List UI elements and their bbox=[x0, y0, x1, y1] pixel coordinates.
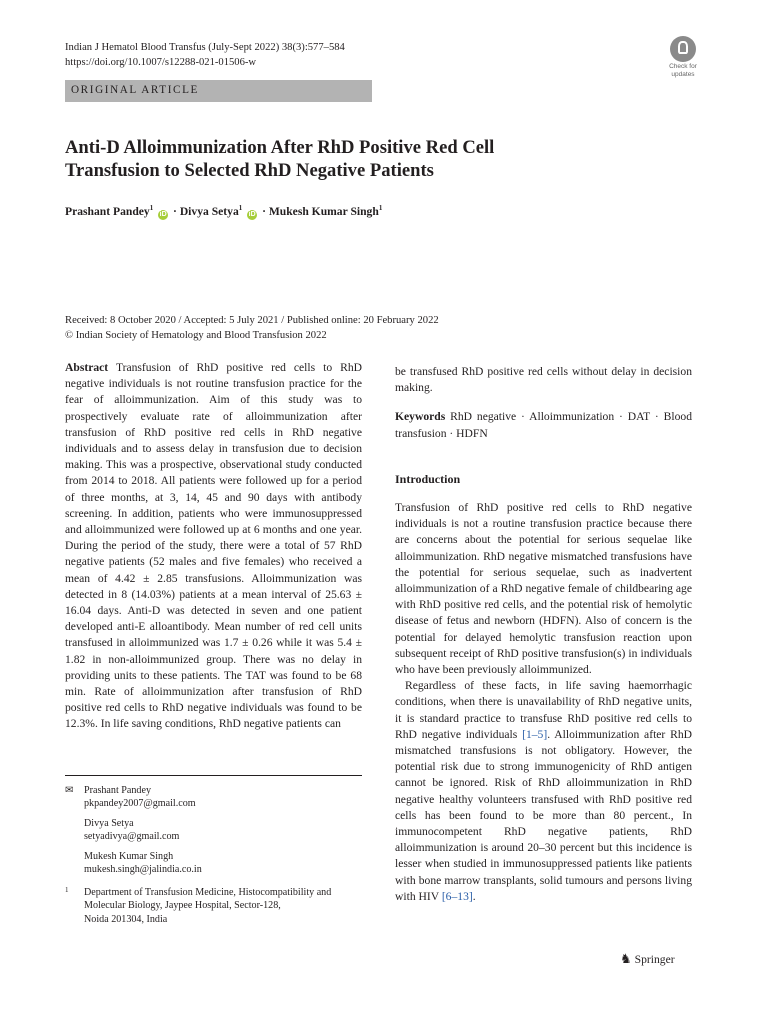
contact-2 bbox=[84, 817, 374, 844]
affiliation-number: 1 bbox=[65, 886, 69, 894]
author-separator: · bbox=[262, 204, 266, 218]
orcid-icon[interactable]: iD bbox=[159, 210, 167, 218]
affiliation-line: Noida 201304, India bbox=[84, 913, 168, 925]
affiliation-text bbox=[84, 886, 362, 926]
springer-horse-icon: ♞ bbox=[620, 951, 632, 966]
abstract-label: Abstract bbox=[65, 361, 109, 374]
footnote-divider bbox=[65, 775, 362, 776]
article-type: ORIGINAL ARTICLE bbox=[71, 84, 199, 96]
author-3-affil: 1 bbox=[378, 204, 383, 212]
keywords-text: RhD negative · Alloimmunization · DAT · Blood transfusion · HDFN bbox=[395, 410, 692, 440]
envelope-icon: ✉ bbox=[65, 785, 74, 796]
reference-link[interactable]: [6–13] bbox=[441, 889, 473, 903]
title-line-1: Anti-D Alloimmunization After RhD Positive Red Cell bbox=[65, 137, 495, 158]
article-title bbox=[65, 136, 705, 182]
contact-email[interactable]: mukesh.singh@jalindia.co.in bbox=[84, 864, 202, 876]
intro-text: Regardless of these facts, in life saving haemorrhagic conditions, when there is unavailability of RhD negative units, it is standard practice to transfuse RhD positive red cells to RhD negative individuals bbox=[395, 679, 692, 741]
journal-line: Indian J Hematol Blood Transfus (July-Sept 2022) 38(3):577–584 bbox=[65, 42, 345, 53]
section-heading-introduction: Introduction bbox=[395, 471, 461, 486]
author-1[interactable]: Prashant Pandey bbox=[65, 204, 150, 218]
doi-link[interactable]: https://doi.org/10.1007/s12288-021-01506-w bbox=[65, 57, 257, 68]
publication-dates bbox=[65, 314, 439, 343]
contact-name: Prashant Pandey bbox=[84, 785, 151, 796]
author-1-affil: 1 bbox=[149, 204, 154, 212]
contact-email[interactable]: pkpandey2007@gmail.com bbox=[84, 798, 196, 810]
keywords-label: Keywords bbox=[395, 410, 446, 424]
check-updates-icon bbox=[670, 36, 696, 62]
abstract-text: Transfusion of RhD positive red cells to RhD negative individuals is not routine transfusion practice for the fear of alloimmunization. Aim of this study was to prospectively evaluate rate of alloimmunization after transfusion of RhD positive red cells in RhD negative individuals and to assess delay in transfusion due to decision making. This was a prospective, observational study conducted from 2014 to 2018. All patients were followed up for a period of three months, at 3, 14, 45 and 90 days with antibody screening. In addition, patients who were immunosuppressed and alloimmunized were followed up at 6 months and one year. During the period of the study, there were a total of 57 RhD negative patients (52 males and five females) who received a mean of 4.42 ± 2.85 transfusions. Alloimmunization was detected in 8 (14.03%) patients at a mean interval of 25.63 ± 16.04 days. Anti-D was detected in seven and one patient developed anti-E alloantibody. Mean number of red cell units transfused in alloimmunized was 1.7 ± 0.26 while it was 5.4 ± 1.82 in non-alloimmunized group. There was no delay in providing units to these patients. The TAT was found to be 68 min. Rate of alloimmunization after transfusion of RhD positive red cells to RhD negative individuals was found to be 12.3%. In life saving conditions, RhD negative patients can bbox=[65, 361, 362, 731]
intro-paragraph-2 bbox=[395, 678, 692, 905]
dates-line: Received: 8 October 2020 / Accepted: 5 July 2021 / Published online: 20 February 2022 bbox=[65, 315, 439, 326]
abstract-paragraph bbox=[65, 360, 362, 733]
publisher-logo bbox=[620, 951, 675, 967]
copyright-line: © Indian Society of Hematology and Blood Transfusion 2022 bbox=[65, 329, 327, 341]
keywords-paragraph bbox=[395, 409, 692, 441]
affiliation-line: Department of Transfusion Medicine, Histocompatibility and bbox=[84, 887, 332, 898]
check-updates-label-2: updates bbox=[671, 71, 695, 78]
intro-paragraph-1: Transfusion of RhD positive red cells to RhD negative individuals is not a routine transfusion practice because there are concerns about the potential for serious sequelae like alloimmunization. RhD negative mismatched transfusions have the potential for serious sequelae, such as inadvertent alloimmunization of a RhD negative female of childbearing age with RhD positive red cells, and the potential risk of hemolytic disease of fetus and newborn (HDFN). Also of concern is the potential for delayed hemolytic transfusion reaction upon subsequent receipt of RhD positive transfusion(s) in individuals who have been previously alloimmunized. bbox=[395, 501, 692, 677]
article-type-band bbox=[65, 80, 372, 102]
check-updates-label-1: Check for bbox=[669, 63, 697, 70]
contact-1 bbox=[84, 784, 374, 811]
abstract-continued: be transfused RhD positive red cells without delay in decision making. bbox=[395, 365, 692, 395]
affiliation-line: Molecular Biology, Jaypee Hospital, Sector-128, bbox=[84, 900, 281, 912]
author-3[interactable]: Mukesh Kumar Singh bbox=[268, 204, 379, 218]
author-list bbox=[65, 204, 382, 220]
intro-text: . Alloimmunization after RhD mismatched transfusions is not obligatory. However, the potential risk due to strong immunogenicity of RhD antigen cannot be ignored. Risk of RhD alloimmunization in RhD negative healthy volunteers transfused with RhD positive red cells has been found to be more than 80 percent., In immunocompetent RhD negative patients, RhD alloimmunization is around 20–30 percent but this incidence is lesser when studied in immunosuppressed patients like patients with bone marrow transplants, solid tumours and persons living with HIV bbox=[395, 727, 692, 903]
check-for-updates-badge[interactable] bbox=[664, 36, 702, 78]
contact-3 bbox=[84, 850, 374, 877]
journal-citation bbox=[65, 40, 345, 70]
intro-text: . bbox=[472, 889, 476, 903]
contact-email[interactable]: setyadivya@gmail.com bbox=[84, 831, 180, 843]
author-separator: · bbox=[173, 204, 177, 218]
title-line-2: Transfusion to Selected RhD Negative Patients bbox=[65, 160, 434, 181]
orcid-icon[interactable]: iD bbox=[248, 210, 256, 218]
contact-name: Mukesh Kumar Singh bbox=[84, 851, 174, 862]
contact-name: Divya Setya bbox=[84, 818, 134, 829]
author-2[interactable]: Divya Setya bbox=[179, 204, 239, 218]
reference-link[interactable]: [1–5] bbox=[522, 727, 548, 741]
right-column bbox=[395, 364, 692, 905]
publisher-name: Springer bbox=[634, 953, 675, 966]
author-2-affil: 1 bbox=[238, 204, 243, 212]
abstract-block bbox=[65, 360, 362, 733]
